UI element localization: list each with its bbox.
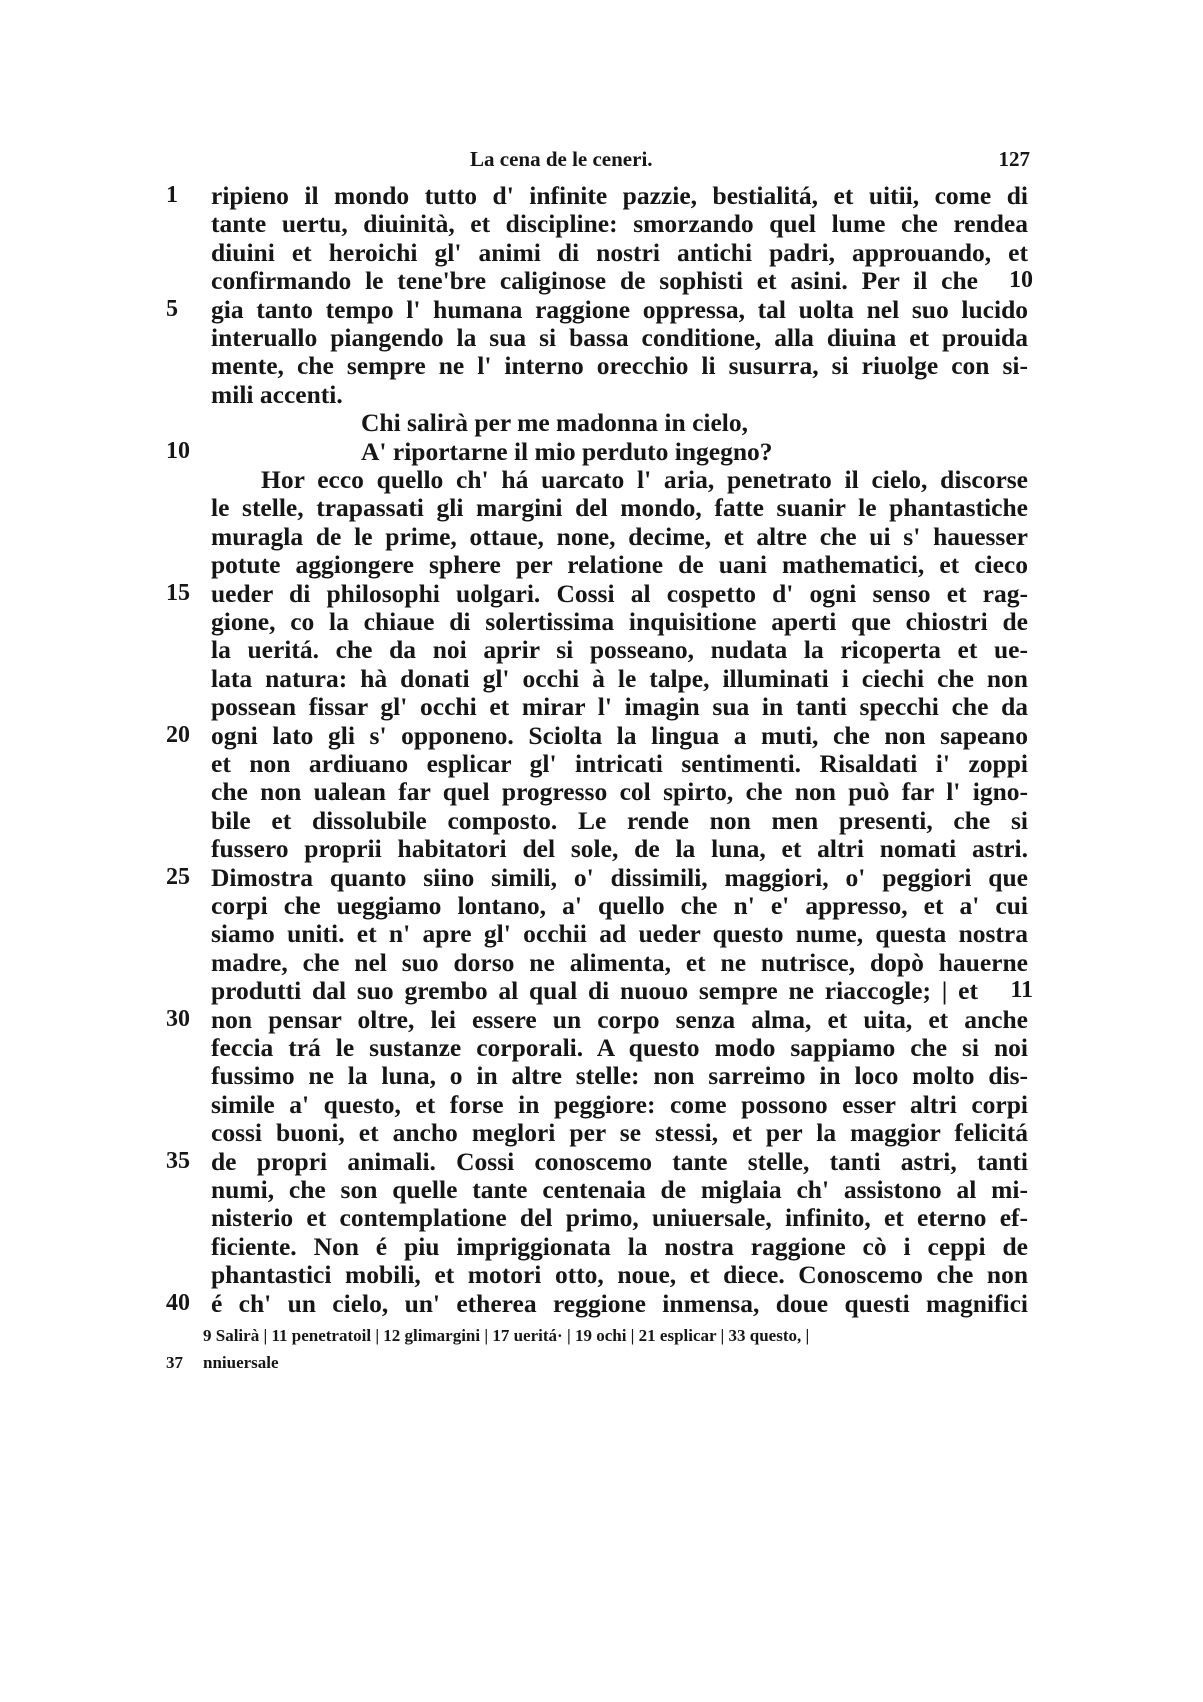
text-line: mili accenti. <box>211 379 343 409</box>
text-line: produtti dal suo grembo al qual di nuouo sempre ne riaccogle; | et <box>211 976 978 1006</box>
text-line: muragla de le prime, ottaue, none, decime, et altre che ui s' hauesser <box>211 521 1028 551</box>
running-title: La cena de le ceneri. <box>470 147 653 171</box>
page-number: 127 <box>998 147 1030 171</box>
text-line: A' riportarne il mio perduto ingegno? <box>361 436 773 466</box>
text-line: non pensar oltre, lei essere un corpo senza alma, et uita, et anche <box>211 1004 1028 1034</box>
text-line: é ch' un cielo, un' etherea reggione inmensa, doue questi magnifici <box>211 1288 1028 1318</box>
text-line: Chi salirà per me madonna in cielo, <box>361 408 748 438</box>
text-line: numi, che son quelle tante centenaia de miglaia ch' assistono al mi- <box>211 1175 1028 1204</box>
footnote-line-number: 37 <box>166 1353 183 1372</box>
footnote-line: nniuersale <box>203 1353 279 1372</box>
text-line: Dimostra quanto siino simili, o' dissimili, maggiori, o' peggiori que <box>211 862 1028 892</box>
line-number: 1 <box>166 182 178 208</box>
text-line: gia tanto tempo l' humana raggione oppressa, tal uolta nel suo lucido <box>211 294 1028 324</box>
line-number: 15 <box>166 579 190 606</box>
original-page-marker: 10 <box>1009 267 1033 294</box>
text-line: le stelle, trapassati gli margini del mondo, fatte suanir le phantastiche <box>211 493 1028 523</box>
text-line: madre, che nel suo dorso ne alimenta, et ne nutrisce, dopò hauerne <box>211 947 1028 977</box>
text-line: ficiente. Non é piu impriggionata la nostra raggione cò i ceppi de <box>211 1231 1028 1261</box>
text-line: Hor ecco quello ch' há uarcato l' aria, penetrato il cielo, discorse <box>261 465 1028 494</box>
text-line: potute aggiongere sphere per relatione de uani mathematici, et cieco <box>211 550 1028 580</box>
line-number: 10 <box>166 437 190 464</box>
text-line: nisterio et contemplatione del primo, uniuersale, infinito, et eterno ef- <box>211 1203 1028 1233</box>
line-number: 30 <box>166 1005 190 1032</box>
text-line: possean fissar gl' occhi et mirar l' imagin sua in tanti specchi che da <box>211 692 1028 722</box>
text-line: corpi che ueggiamo lontano, a' quello che n' e' appresso, et a' cui <box>211 891 1028 920</box>
footnote-line: 9 Salirà | 11 penetratoil | 12 glimargini | 17 ueritá· | 19 ochi | 21 esplicar | 33 questo, | <box>203 1326 810 1345</box>
text-line: siamo uniti. et n' apre gl' occhii ad ueder questo nume, questa nostra <box>211 919 1028 949</box>
text-line: bile et dissolubile composto. Le rende non men presenti, che si <box>211 805 1028 835</box>
text-line: mente, che sempre ne l' interno orecchio li susurra, si riuolge con si- <box>211 351 1028 381</box>
text-line: confirmando le tene'bre caliginose de sophisti et asini. Per il che <box>211 266 978 296</box>
text-line: ueder di philosophi uolgari. Cossi al cospetto d' ogni senso et rag- <box>211 578 1028 608</box>
running-header <box>470 147 1030 177</box>
text-line: interuallo piangendo la sua si bassa conditione, alla diuina et prouida <box>211 323 1028 352</box>
text-line: diuini et heroichi gl' animi di nostri antichi padri, approuando, et <box>211 237 1028 267</box>
line-number: 40 <box>166 1289 190 1316</box>
text-line: tante uertu, diuinità, et discipline: smorzando quel lume che rendea <box>211 209 1028 239</box>
text-line: cossi buoni, et ancho meglori per se stessi, et per la maggior felicitá <box>211 1118 1028 1148</box>
text-line: fussero proprii habitatori del sole, de la luna, et altri nomati astri. <box>211 834 1028 864</box>
text-line: fussimo ne la luna, o in altre stelle: non sarreimo in loco molto dis- <box>211 1061 1028 1091</box>
text-line: ogni lato gli s' opponeno. Sciolta la lingua a muti, che non sapeano <box>211 720 1028 750</box>
text-line: et non ardiuano esplicar gl' intricati sentimenti. Risaldati i' zoppi <box>211 749 1028 778</box>
line-number: 20 <box>166 721 190 748</box>
text-line: che non ualean far quel progresso col spirto, che non può far l' igno- <box>211 777 1028 807</box>
text-line: simile a' questo, et forse in peggiore: come possono esser altri corpi <box>211 1089 1028 1119</box>
line-number: 5 <box>166 295 178 322</box>
original-page-marker: 11 <box>1010 977 1033 1004</box>
text-line: feccia trá le sustanze corporali. A questo modo sappiamo che si noi <box>211 1033 1028 1062</box>
text-line: de propri animali. Cossi conoscemo tante stelle, tanti astri, tanti <box>211 1146 1028 1176</box>
text-line: phantastici mobili, et motori otto, noue, et diece. Conoscemo che non <box>211 1260 1028 1290</box>
text-line: ripieno il mondo tutto d' infinite pazzie, bestialitá, et uitii, come di <box>211 181 1028 210</box>
text-line: gione, co la chiaue di solertissima inquisitione aperti que chiostri de <box>211 607 1028 636</box>
line-number: 25 <box>166 863 190 890</box>
text-line: lata natura: hà donati gl' occhi à le talpe, illuminati i ciechi che non <box>211 663 1028 693</box>
text-line: la ueritá. che da noi aprir si posseano, nudata la ricoperta et ue- <box>211 635 1028 665</box>
line-number: 35 <box>166 1147 190 1174</box>
